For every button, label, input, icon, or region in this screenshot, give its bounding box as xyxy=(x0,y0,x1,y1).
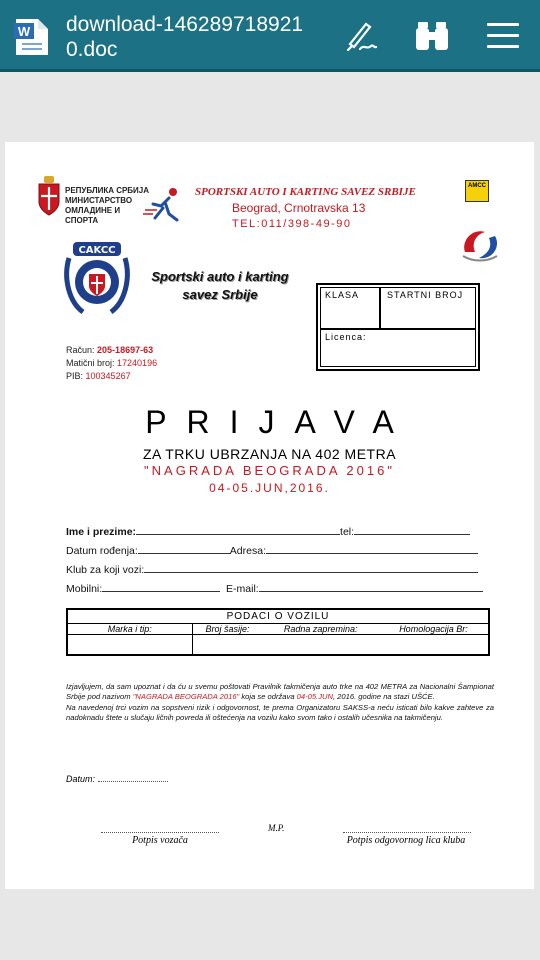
event-name: "NAGRADA BEOGRADA 2016" xyxy=(144,463,395,478)
svg-text:CAKCC: CAKCC xyxy=(78,245,116,256)
licenca-cell: Licenca: xyxy=(320,329,476,367)
word-doc-icon xyxy=(14,17,50,57)
binoculars-icon[interactable] xyxy=(412,16,452,56)
name-line[interactable] xyxy=(136,525,340,535)
col-displacement: Radna zapremina: xyxy=(262,624,378,635)
menu-icon[interactable] xyxy=(484,16,524,56)
document-filename: download-1462897189210.doc xyxy=(66,13,304,61)
vehicle-table xyxy=(66,608,490,656)
federation-name: SPORTSKI AUTO I KARTING SAVEZ SRBIJE xyxy=(195,186,416,198)
form-title: PRIJAVA xyxy=(145,404,414,440)
driver-signature-line[interactable] xyxy=(101,832,219,833)
field-name-row: Ime i prezime: tel: xyxy=(66,525,470,538)
amcc-logo: AMCC xyxy=(465,180,489,202)
email-line[interactable] xyxy=(259,582,483,592)
app-toolbar xyxy=(0,0,540,72)
field-birth-row: Datum rođenja: Adresa: xyxy=(66,544,478,557)
startni-broj-cell: STARTNI BROJ xyxy=(380,287,476,329)
vehicle-table-header: PODACI O VOZILU xyxy=(67,609,489,624)
club-line[interactable] xyxy=(144,563,478,573)
bank-info: Račun: 205-18697-63 Matični broj: 17240196 PIB: 100345267 xyxy=(66,345,158,381)
document-page xyxy=(5,142,534,889)
svg-text:W: W xyxy=(17,24,31,39)
col-chassis: Broj šasije: xyxy=(192,624,262,635)
runner-logo-icon xyxy=(143,186,185,226)
declaration-text: Izjavljujem, da sam upoznat i da ću u svemu poštovati Pravilnik takmičenja auto trke na 402 METRA za Nacionalni Šampionat Srbije pod nazivom "NAGRADA BEOGRADA 2016" koja se održava 04-05.JUN, 2016. godine na stazi UŠĆE. Na navedenoj trci vozim na sopstveni rizik i odgovornost, te prema Organizatoru SAKSS-a neću isticati bilo kakve zahteve za nadoknadu štete u slučaju ličnih povreda ili oštećenja na vozilu kako svom tako i ostalih učesnika na takmičenju. xyxy=(66,682,494,723)
federation-phone: TEL:011/398-49-90 xyxy=(232,218,352,230)
vehicle-data-cell[interactable] xyxy=(192,635,489,655)
event-date: 04-05.JUN,2016. xyxy=(209,481,330,495)
federation-address: Beograd, Crnotravska 13 xyxy=(232,201,366,215)
field-mobile-row: Mobilni: E-mail: xyxy=(66,582,483,595)
serbia-coat-of-arms-icon xyxy=(37,176,61,216)
col-homologation: Homologacija Br: xyxy=(379,624,489,635)
responsible-signature-label: Potpis odgovornog lica kluba xyxy=(346,835,466,846)
date-row: Datum: xyxy=(66,774,168,784)
federation-script-name: Sportski auto i karting savez Srbije xyxy=(151,269,289,302)
date-line[interactable] xyxy=(98,774,168,782)
form-subtitle: ZA TRKU UBRZANJA NA 402 METRA xyxy=(142,446,397,462)
stamp-label: M.P. xyxy=(268,823,285,833)
swirl-logo-icon xyxy=(457,222,503,264)
ministry-name: РЕПУБЛИКА СРБИЈА МИНИСТАРСТВО ОМЛАДИНЕ И СПОРТА xyxy=(65,186,150,225)
vehicle-brand-cell[interactable] xyxy=(67,635,192,655)
responsible-signature-line[interactable] xyxy=(343,832,471,833)
field-club-row: Klub za koji vozi: xyxy=(66,563,478,576)
driver-signature-label: Potpis vozača xyxy=(132,835,188,846)
klasa-cell: KLASA xyxy=(320,287,380,329)
mobile-line[interactable] xyxy=(102,582,220,592)
sakss-badge-icon xyxy=(63,238,131,320)
col-brand: Marka i tip: xyxy=(67,624,192,635)
address-line[interactable] xyxy=(266,544,478,554)
signature-pen-icon[interactable] xyxy=(340,16,380,56)
tel-line[interactable] xyxy=(354,525,470,535)
birthdate-line[interactable] xyxy=(138,544,230,554)
